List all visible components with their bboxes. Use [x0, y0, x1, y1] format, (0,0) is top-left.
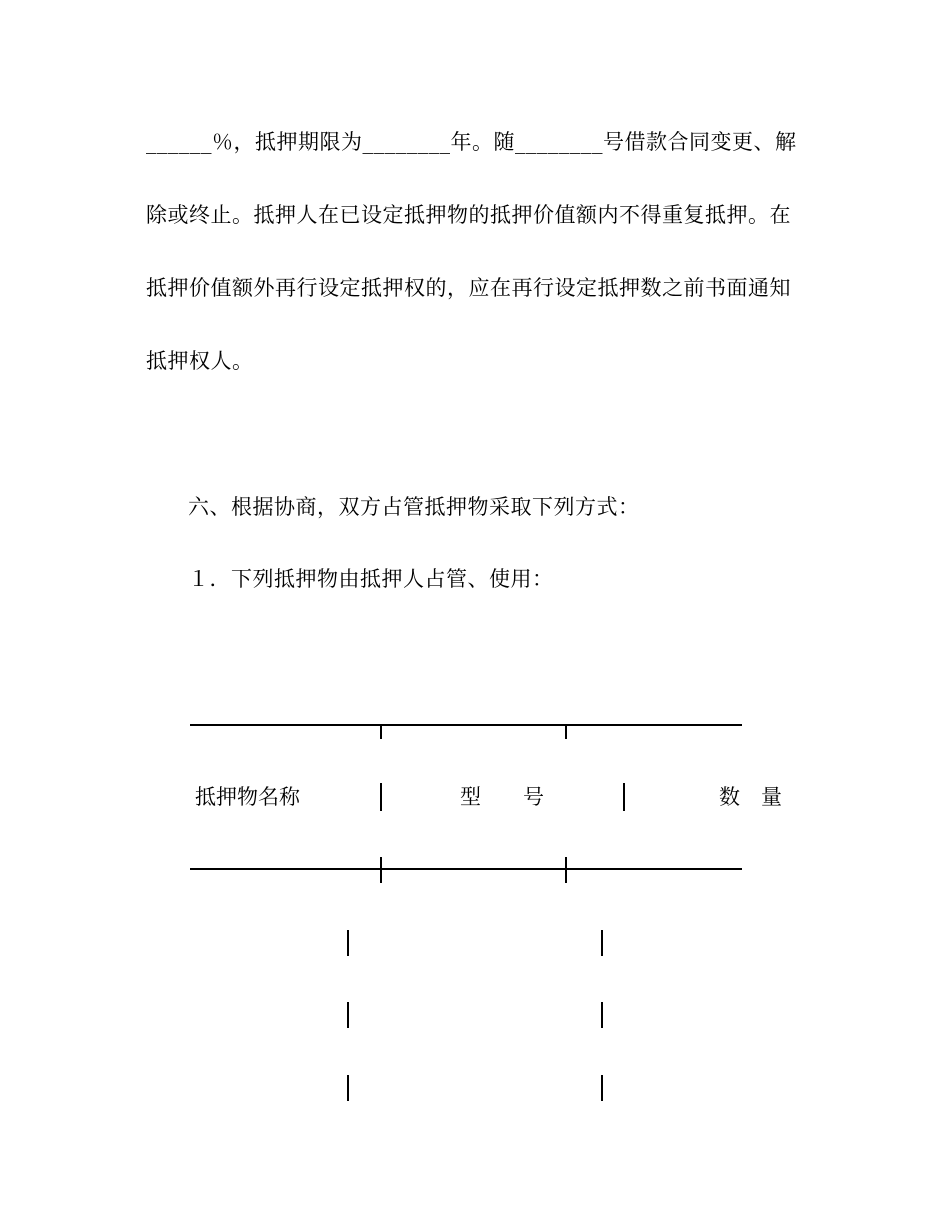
table-row-divider-3b: [601, 1075, 603, 1101]
header-bottom-cross-2: [565, 857, 567, 883]
header-name: 抵押物名称: [195, 785, 300, 809]
header-bottom-cross-1: [380, 857, 382, 883]
paragraph-line-1: ______％，抵押期限为________年。随________号借款合同变更、解: [146, 130, 797, 154]
table-row-divider-3a: [347, 1075, 349, 1101]
table-row-divider-2a: [347, 1002, 349, 1028]
section-heading: 六、根据协商，双方占管抵押物采取下列方式：: [188, 495, 640, 519]
table-header-bottom-rule: [190, 868, 742, 870]
table-row-divider-1b: [601, 930, 603, 956]
header-divider-1: [380, 783, 382, 811]
table-top-tick-2: [565, 724, 567, 739]
header-quantity: 数 量: [719, 785, 782, 809]
table-row-divider-1a: [347, 930, 349, 956]
paragraph-line-2: 除或终止。抵押人在已设定抵押物的抵押价值额内不得重复抵押。在: [146, 203, 791, 227]
sub-item: １．下列抵押物由抵押人占管、使用：: [188, 567, 554, 591]
table-top-rule: [190, 724, 742, 726]
table-row-divider-2b: [601, 1002, 603, 1028]
header-model: 型 号: [460, 785, 544, 809]
paragraph-line-3: 抵押价值额外再行设定抵押权的，应在再行设定抵押数之前书面通知: [146, 276, 791, 300]
paragraph-line-4: 抵押权人。: [146, 349, 254, 373]
header-divider-2: [623, 783, 625, 811]
table-top-tick-1: [380, 724, 382, 739]
